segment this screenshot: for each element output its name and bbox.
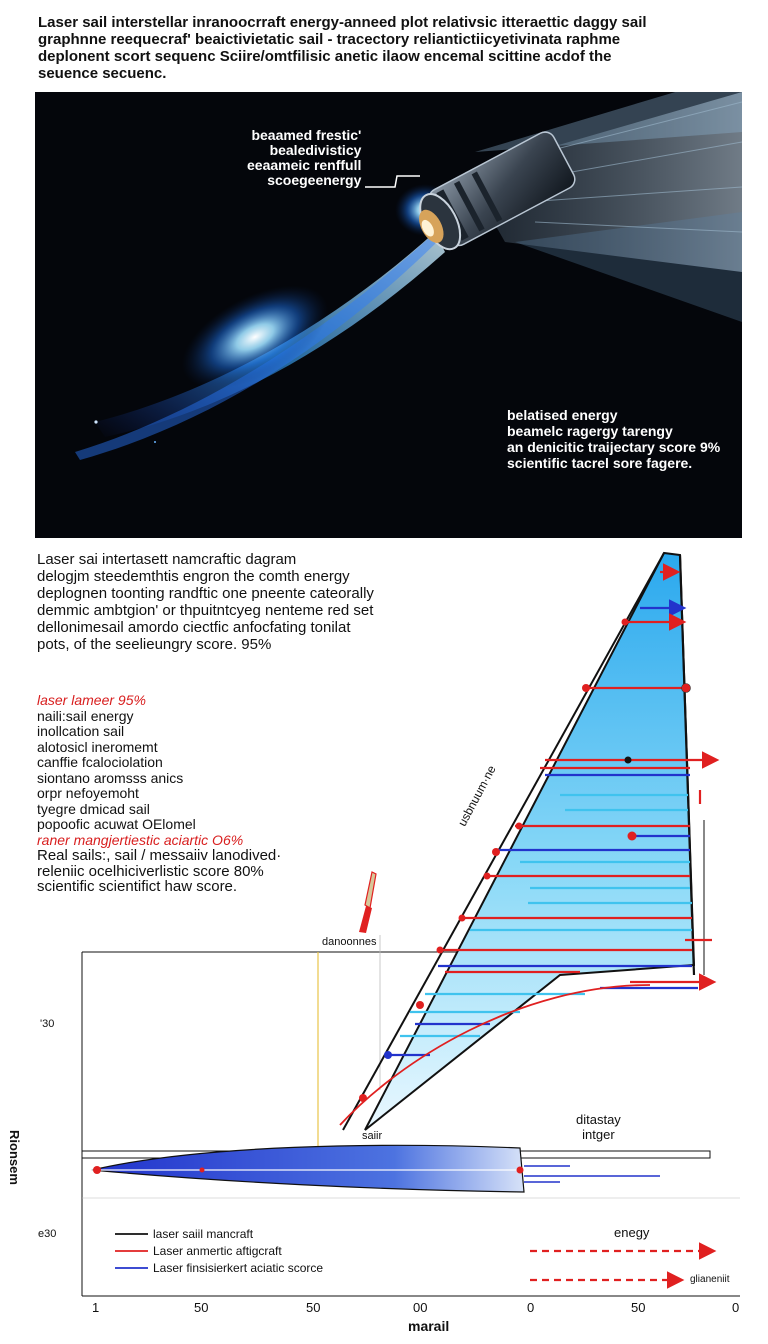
point <box>384 1051 392 1059</box>
callout-top <box>247 128 361 188</box>
list-item: Real sails:, sail / messaiiv lanodived· <box>37 847 282 864</box>
point <box>437 947 444 954</box>
x-tick: 50 <box>631 1300 646 1315</box>
list-item: popoofic acuwat OElomel <box>37 816 196 832</box>
callout-line: belatised energy <box>507 407 618 423</box>
x-tick: 1 <box>92 1300 100 1315</box>
point <box>628 832 637 841</box>
callout-line: beamelc ragergy tarengy <box>507 423 673 439</box>
x-tick: 0 <box>732 1300 740 1315</box>
intro-line: deplognen toonting randftic one pneente cateorally <box>37 585 374 602</box>
title-line: Laser sail interstellar inranoocrraft energy-anneed plot relativsic itteraettic daggy sail <box>38 14 647 31</box>
sair-label: saiir <box>362 1130 383 1142</box>
callout-line: scientific tacrel sore fagere. <box>507 455 693 471</box>
point <box>516 823 523 830</box>
distance-label <box>576 1112 621 1142</box>
list-item: siontano aromsss anics <box>37 769 184 786</box>
callout-bottom <box>507 407 720 471</box>
point <box>622 619 629 626</box>
intro-line: demmic ambtgion' or thpuitntcyeg nenteme red set <box>37 602 374 619</box>
danger-label: danoonnes <box>322 936 377 948</box>
pencil-tip-icon <box>359 906 372 933</box>
point <box>492 848 500 856</box>
title-line: seuence secuenc. <box>38 65 167 82</box>
point <box>93 1166 101 1174</box>
point <box>484 873 491 880</box>
callout-line: bealedivisticy <box>269 142 362 158</box>
list-item: naili:sail energy <box>37 707 134 724</box>
list-item: canffie fcalociolation <box>37 754 163 770</box>
intro-line: delogjm steedemthtis engron the comth energy <box>37 568 350 585</box>
point <box>517 1167 524 1174</box>
list-item: raner mangjertiestic aciartic O6% <box>37 831 244 848</box>
legend-label: Laser anmertic aftigcraft <box>153 1244 282 1258</box>
list-item: releniic ocelhiciverlistic score 80% <box>37 862 264 880</box>
list-item: laser lameer 95% <box>37 692 146 708</box>
x-tick: 0 <box>527 1300 535 1315</box>
y-tick: e30 <box>38 1228 57 1240</box>
point <box>582 684 590 692</box>
sail-shape <box>365 553 694 1130</box>
callout-line: eeaameic renffull <box>247 157 362 173</box>
title-line: deplonent scort sequenc Sciire/omtfilisic anetic ilaow encemal scittine acdof the <box>38 48 612 65</box>
point <box>200 1168 205 1173</box>
x-tick: 50 <box>306 1300 321 1315</box>
intro-line: dellonimesail amordo ciectfic anfocfating tonilat <box>37 619 351 636</box>
callout-line: beaamed frestic' <box>251 127 362 143</box>
pencil-icon <box>365 872 376 908</box>
intro-line: pots, of the seelieungry score. 95% <box>37 636 272 653</box>
list-item: scientific scientifict haw score. <box>37 878 238 895</box>
list-item: tyegre dmicad sail <box>37 800 150 817</box>
point <box>625 757 632 764</box>
y-axis-title: Rionsem <box>7 1130 22 1185</box>
legend-label: Laser finsisierkert aciatic scorce <box>153 1261 324 1275</box>
legend-label: laser saiil mancraft <box>153 1227 254 1241</box>
page-title <box>38 14 738 82</box>
glianeniit-label: glianeniit <box>690 1274 730 1285</box>
list-item: inollcation sail <box>37 723 125 739</box>
spacecraft-illustration <box>35 92 742 538</box>
sail-side-label: usbnuum·ne <box>455 763 499 829</box>
title-line: graphnne reequecraf' beaictivietatic sail - tracectory reliantictiicyetivinata raphme <box>38 31 621 48</box>
y-tick: '30 <box>40 1018 55 1030</box>
intro-line: Laser sai intertasett namcraftic dagram <box>37 551 297 568</box>
sail-trajectory-diagram <box>0 540 768 1344</box>
energy-label: enegy <box>614 1225 650 1240</box>
list-item: orpr nefoyemoht <box>37 785 139 801</box>
callout-line: scoegeenergy <box>267 172 362 188</box>
point <box>416 1001 424 1009</box>
legend <box>115 1234 148 1268</box>
x-tick: 50 <box>194 1300 209 1315</box>
callout-line: an denicitic traijectary score 9% <box>507 439 721 455</box>
spacecraft-render <box>35 92 742 538</box>
list-item: alotosicl ineromemt <box>37 738 158 755</box>
point <box>459 915 466 922</box>
point <box>682 684 691 693</box>
x-tick: 00 <box>413 1300 428 1315</box>
distance-line: ditastay <box>576 1112 621 1127</box>
energy-dashed <box>530 1251 712 1280</box>
distance-line: intger <box>582 1127 615 1142</box>
x-axis-title: marail <box>408 1318 450 1334</box>
